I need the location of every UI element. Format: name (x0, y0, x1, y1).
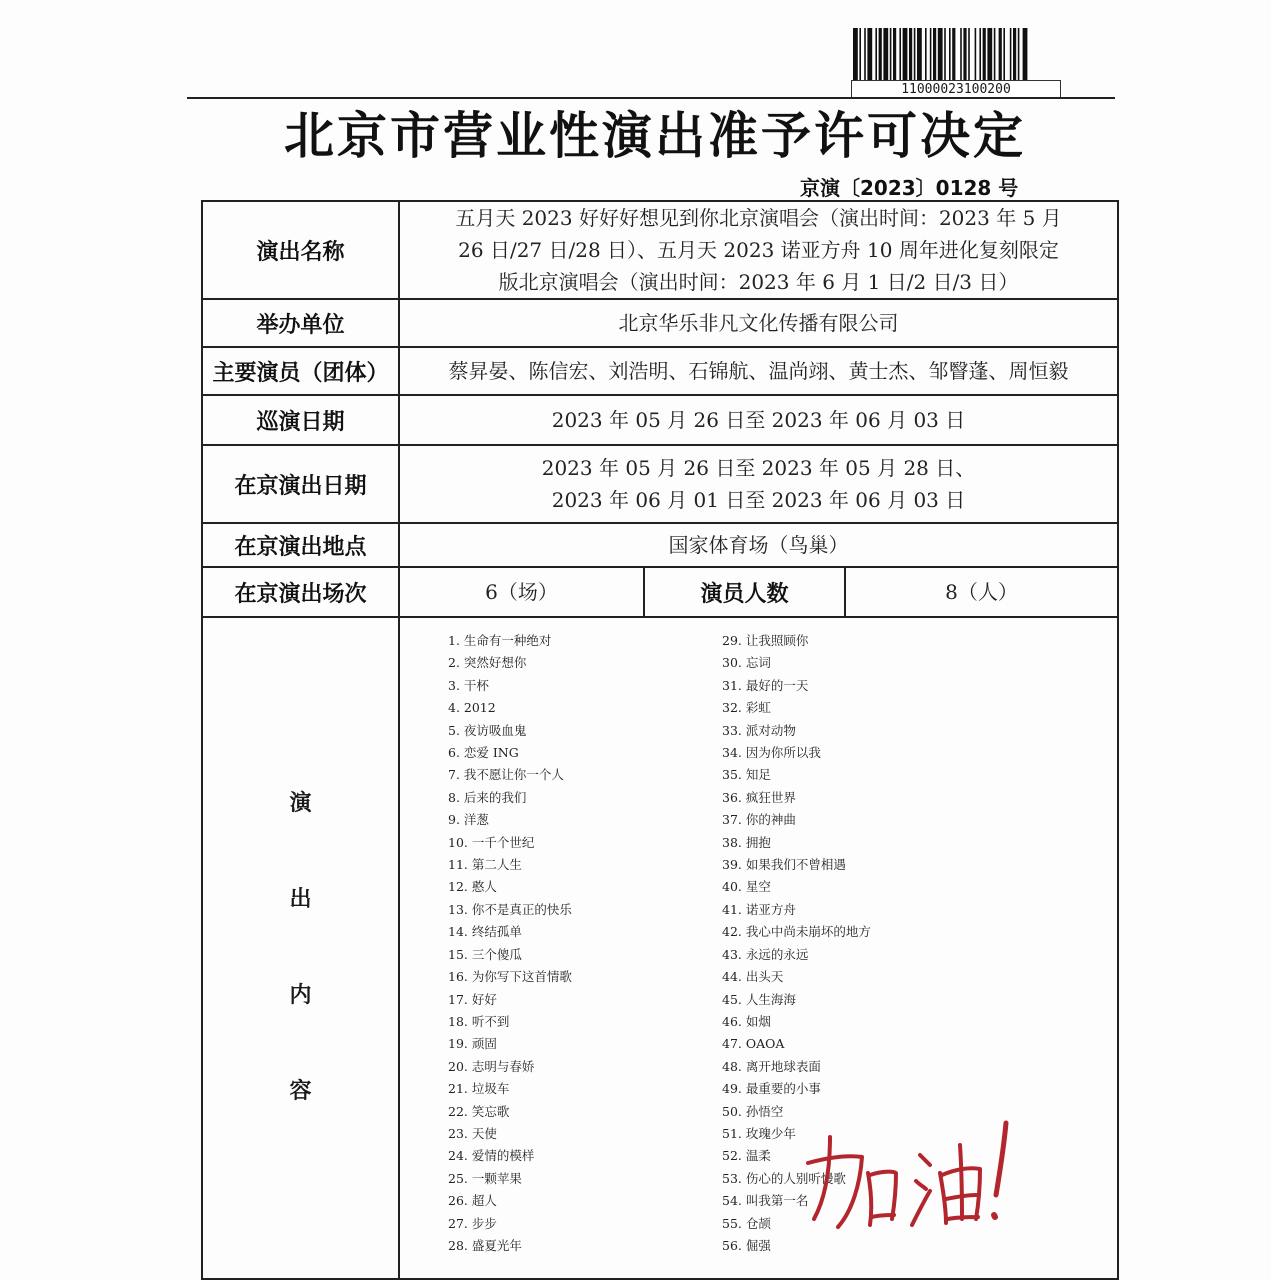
setlist-item: 45. 人生海海 (722, 991, 796, 1007)
document-number: 京演〔2023〕0128 号 (800, 176, 1019, 200)
setlist-item: 44. 出头天 (722, 969, 784, 985)
setlist-item: 50. 孙悟空 (722, 1103, 784, 1119)
setlist-item: 12. 憨人 (448, 879, 497, 895)
shows-label: 在京演出场次 (202, 567, 399, 617)
barcode-bar (879, 28, 882, 80)
venue-label: 在京演出地点 (202, 523, 399, 567)
barcode-bar (917, 28, 922, 80)
row-tour-dates (202, 395, 1118, 445)
barcode-bar (1003, 28, 1005, 80)
barcode-bar (979, 28, 981, 80)
row-performance-name (202, 201, 1118, 299)
setlist-item: 31. 最好的一天 (722, 677, 809, 693)
barcode-bar (949, 28, 951, 80)
setlist-item: 43. 永远的永远 (722, 946, 809, 962)
performer-count-value: 8（人） (845, 567, 1118, 617)
performance-name-value (399, 201, 1118, 299)
tour-dates-value: 2023 年 05 月 26 日至 2023 年 06 月 03 日 (399, 395, 1118, 445)
setlist-item: 25. 一颗苹果 (448, 1170, 522, 1186)
barcode-bar (968, 28, 970, 80)
setlist-item: 29. 让我照顾你 (722, 633, 809, 648)
beijing-dates-line: 2023 年 05 月 26 日至 2023 年 05 月 28 日、 (541, 456, 976, 480)
barcode-bar (938, 28, 943, 80)
setlist-item: 30. 忘词 (722, 655, 771, 671)
content-label-char: 内 (289, 983, 312, 1008)
performer-count-label: 演员人数 (644, 567, 845, 617)
setlist-item: 15. 三个傻瓜 (448, 946, 522, 962)
beijing-dates-label: 在京演出日期 (202, 445, 399, 523)
tour-dates-label: 巡演日期 (202, 395, 399, 445)
setlist-item: 54. 叫我第一名 (722, 1193, 809, 1209)
setlist-item: 48. 离开地球表面 (722, 1058, 821, 1074)
barcode-bar (867, 28, 872, 80)
performers-label: 主要演员（团体） (202, 347, 399, 395)
content-label-char: 演 (289, 791, 312, 816)
setlist-item: 52. 温柔 (722, 1148, 771, 1164)
row-venue (202, 523, 1118, 567)
setlist-item: 8. 后来的我们 (448, 789, 527, 805)
setlist-item: 55. 仓颉 (722, 1215, 771, 1231)
setlist-item: 19. 顽固 (448, 1036, 497, 1052)
setlist-item: 39. 如果我们不曾相遇 (722, 857, 846, 873)
barcode-bar (930, 28, 932, 80)
setlist-item: 20. 志明与春娇 (448, 1058, 535, 1074)
setlist-item: 21. 垃圾车 (448, 1081, 510, 1097)
setlist-item: 42. 我心中尚未崩坏的地方 (722, 924, 871, 940)
setlist-item: 51. 玫瑰少年 (722, 1125, 796, 1141)
shows-value: 6（场） (399, 567, 644, 617)
setlist-item: 46. 如烟 (722, 1013, 771, 1029)
row-performers (202, 347, 1118, 395)
setlist-item: 47. OAOA (722, 1036, 785, 1052)
barcode-bar (899, 28, 901, 80)
beijing-dates-value (399, 445, 1118, 523)
barcode-bar (1023, 28, 1028, 80)
performance-name-line: 版北京演唱会（演出时间：2023 年 6 月 1 日/2 日/3 日） (498, 270, 1019, 294)
setlist-item: 53. 伤心的人别听慢歌 (722, 1170, 846, 1186)
setlist-item: 33. 派对动物 (722, 722, 796, 738)
setlist-item: 11. 第二人生 (448, 857, 522, 873)
barcode-bar (864, 28, 866, 80)
performance-name-line: 五月天 2023 好好好想见到你北京演唱会（演出时间：2023 年 5 月 (455, 206, 1062, 230)
setlist-item: 56. 倔强 (722, 1237, 771, 1253)
setlist-item: 22. 笑忘歌 (448, 1103, 510, 1119)
barcode-bar (944, 28, 946, 80)
row-organizer (202, 299, 1118, 347)
setlist-item: 16. 为你写下这首情歌 (448, 969, 572, 985)
setlist-item: 27. 步步 (448, 1215, 497, 1231)
barcode-bar (853, 28, 858, 80)
setlist-item: 35. 知足 (722, 767, 771, 783)
barcode-bar (893, 28, 896, 80)
barcode-bar (960, 28, 962, 80)
setlist-item: 23. 天使 (448, 1125, 497, 1141)
barcode-bar (875, 28, 877, 80)
setlist-item: 10. 一千个世纪 (448, 834, 535, 850)
setlist-item: 18. 听不到 (448, 1013, 510, 1029)
barcode-bar (975, 28, 977, 80)
organizer-label: 举办单位 (202, 299, 399, 347)
setlist-item: 34. 因为你所以我 (722, 745, 821, 761)
barcode-bar (933, 28, 936, 80)
beijing-dates-line: 2023 年 06 月 01 日至 2023 年 06 月 03 日 (551, 488, 966, 512)
setlist-item: 9. 洋葱 (448, 812, 489, 828)
content-label (202, 617, 399, 1279)
setlist-item: 37. 你的神曲 (722, 812, 796, 828)
setlist-item: 6. 恋爱 ING (448, 745, 519, 761)
top-rule (187, 97, 1115, 99)
barcode-bar (999, 28, 1002, 80)
setlist-item: 13. 你不是真正的快乐 (448, 901, 572, 917)
setlist-item: 5. 夜访吸血鬼 (448, 722, 527, 738)
barcode-bar (1018, 28, 1020, 80)
setlist-item: 28. 盛夏光年 (448, 1237, 522, 1253)
setlist-item: 24. 爱情的模样 (448, 1148, 535, 1164)
setlist-item: 4. 2012 (448, 700, 496, 716)
setlist-item: 7. 我不愿让你一个人 (448, 767, 564, 783)
handwritten-jiayou-signature (800, 1115, 1030, 1245)
setlist-item: 40. 星空 (722, 879, 771, 895)
barcode-bar (925, 28, 927, 80)
venue-value: 国家体育场（鸟巢） (399, 523, 1118, 567)
barcode-bar (1013, 28, 1016, 80)
barcode-bar (983, 28, 986, 80)
setlist-item: 38. 拥抱 (722, 834, 771, 850)
performance-name-label: 演出名称 (202, 201, 399, 299)
barcode-bar (909, 28, 912, 80)
setlist-column-1 (448, 630, 572, 1257)
barcode-number: 11000023100200 (851, 80, 1061, 98)
row-shows (202, 567, 1118, 617)
setlist-item: 41. 诺亚方舟 (722, 901, 796, 917)
row-beijing-dates (202, 445, 1118, 523)
content-label-char: 容 (289, 1079, 312, 1104)
barcode-bar (903, 28, 908, 80)
setlist-item: 36. 疯狂世界 (722, 789, 796, 805)
barcode-bar (994, 28, 996, 80)
organizer-value: 北京华乐非凡文化传播有限公司 (399, 299, 1118, 347)
barcode-bar (963, 28, 966, 80)
setlist-item: 17. 好好 (448, 991, 497, 1007)
barcode-bar (883, 28, 888, 80)
barcode-bar (987, 28, 992, 80)
barcode-bar (890, 28, 892, 80)
barcode-bar (1010, 28, 1012, 80)
content-label-char: 出 (289, 887, 312, 912)
setlist-item: 2. 突然好想你 (448, 655, 527, 671)
performers-value: 蔡昇晏、陈信宏、刘浩明、石锦航、温尚翊、黄士杰、邹瞖蓬、周恒毅 (399, 347, 1118, 395)
barcode-bar (859, 28, 861, 80)
barcode-bar (952, 28, 955, 80)
performance-name-line: 26 日/27 日/28 日）、五月天 2023 诺亚方舟 10 周年进化复刻限定 (458, 238, 1059, 262)
setlist-item: 49. 最重要的小事 (722, 1081, 821, 1097)
setlist-item: 1. 生命有一种绝对 (448, 633, 552, 648)
setlist-item: 32. 彩虹 (722, 700, 771, 716)
barcode (851, 28, 1135, 80)
barcode-bar (914, 28, 916, 80)
setlist-item: 26. 超人 (448, 1193, 497, 1209)
setlist-item: 3. 干杯 (448, 677, 489, 693)
setlist-item: 14. 终结孤单 (448, 924, 522, 940)
document-title: 北京市营业性演出准予许可决定 (284, 107, 1026, 165)
